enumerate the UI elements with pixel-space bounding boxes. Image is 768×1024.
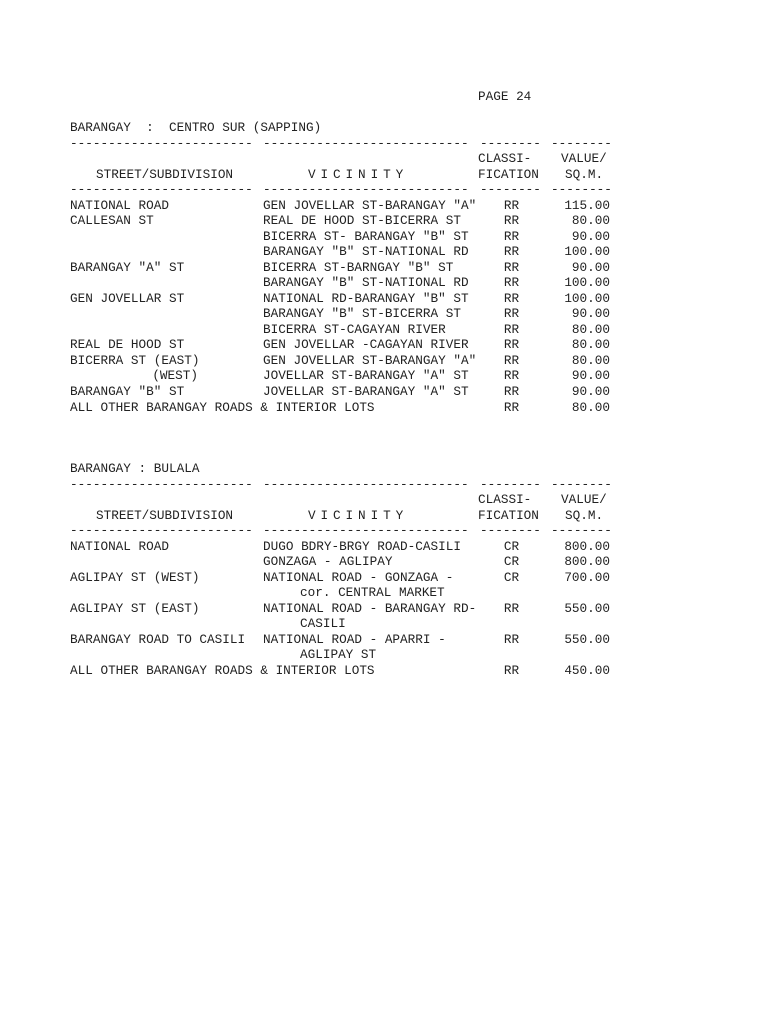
row-street: BARANGAY ROAD TO CASILI bbox=[70, 632, 246, 647]
header-value-bottom: SQ.M. bbox=[565, 167, 604, 182]
row-value: 80.00 bbox=[571, 213, 610, 228]
table-row bbox=[0, 353, 610, 369]
row-street: BARANGAY "B" ST bbox=[70, 384, 185, 399]
header-classi-bottom: FICATION bbox=[478, 167, 539, 182]
row-value: 100.00 bbox=[564, 291, 610, 306]
row-class: RR bbox=[503, 275, 520, 290]
row-class: RR bbox=[503, 384, 520, 399]
row-value: 550.00 bbox=[564, 601, 610, 616]
table-row bbox=[0, 322, 610, 338]
row-street: REAL DE HOOD ST bbox=[70, 337, 185, 352]
row-class: RR bbox=[503, 229, 520, 244]
footer-value: 450.00 bbox=[564, 663, 610, 678]
page-number-line bbox=[0, 89, 532, 105]
row-street: GEN JOVELLAR ST bbox=[70, 291, 185, 306]
header-row-bottom bbox=[0, 508, 604, 524]
row-value: 100.00 bbox=[564, 244, 610, 259]
row-vicinity: JOVELLAR ST-BARANGAY "A" ST bbox=[263, 368, 469, 383]
row-class: RR bbox=[503, 601, 520, 616]
header-classi-top: CLASSI- bbox=[478, 151, 532, 166]
header-classi-top: CLASSI- bbox=[478, 492, 532, 507]
header-rule-top: ------------------------ --------------------------- -------- -------- bbox=[70, 136, 612, 151]
table-row-continuation bbox=[0, 585, 445, 601]
row-value: 90.00 bbox=[571, 368, 610, 383]
row-class: RR bbox=[503, 198, 520, 213]
row-value: 800.00 bbox=[564, 539, 610, 554]
row-street: AGLIPAY ST (EAST) bbox=[70, 601, 200, 616]
row-class: RR bbox=[503, 244, 520, 259]
row-street: BARANGAY "A" ST bbox=[70, 260, 185, 275]
table-row-continuation bbox=[0, 647, 377, 663]
table-row bbox=[0, 306, 610, 322]
header-row-top bbox=[0, 151, 607, 167]
row-vicinity: NATIONAL ROAD - BARANGAY RD- bbox=[263, 601, 477, 616]
row-value: 100.00 bbox=[564, 275, 610, 290]
table-row bbox=[0, 601, 610, 617]
row-class: CR bbox=[503, 554, 520, 569]
page-number: PAGE 24 bbox=[478, 89, 532, 104]
row-value: 90.00 bbox=[571, 306, 610, 321]
table-row-continuation bbox=[0, 616, 346, 632]
table-row bbox=[0, 632, 610, 648]
row-value: 90.00 bbox=[571, 229, 610, 244]
row-value: 550.00 bbox=[564, 632, 610, 647]
table-row bbox=[0, 291, 610, 307]
row-street: CALLESAN ST bbox=[70, 213, 154, 228]
row-class: RR bbox=[503, 291, 520, 306]
row-class: CR bbox=[503, 539, 520, 554]
table-row bbox=[0, 337, 610, 353]
header-rule-bottom: ------------------------ --------------------------- -------- -------- bbox=[70, 523, 612, 538]
row-vicinity-cont: CASILI bbox=[300, 616, 346, 631]
table-row bbox=[0, 554, 610, 570]
table-row bbox=[0, 275, 610, 291]
row-vicinity: NATIONAL ROAD - APARRI - bbox=[263, 632, 446, 647]
row-street: NATIONAL ROAD bbox=[70, 539, 169, 554]
header-vicinity: VICINITY bbox=[308, 167, 409, 182]
row-class: RR bbox=[503, 260, 520, 275]
table-footer-row bbox=[0, 663, 610, 679]
table-row bbox=[0, 539, 610, 555]
section-title: BARANGAY : BULALA bbox=[70, 461, 200, 476]
section-title-line bbox=[0, 120, 322, 136]
row-value: 80.00 bbox=[571, 353, 610, 368]
row-class: RR bbox=[503, 322, 520, 337]
row-vicinity: BARANGAY "B" ST-NATIONAL RD bbox=[263, 275, 469, 290]
header-value-bottom: SQ.M. bbox=[565, 508, 604, 523]
row-value: 80.00 bbox=[571, 337, 610, 352]
header-value-top: VALUE/ bbox=[561, 492, 607, 507]
footer-label: ALL OTHER BARANGAY ROADS & INTERIOR LOTS bbox=[70, 400, 375, 415]
table-row bbox=[0, 260, 610, 276]
header-rule-top: ------------------------ --------------------------- -------- -------- bbox=[70, 477, 612, 492]
row-street: NATIONAL ROAD bbox=[70, 198, 169, 213]
row-class: RR bbox=[503, 337, 520, 352]
row-vicinity: GEN JOVELLAR ST-BARANGAY "A" bbox=[263, 198, 477, 213]
table-row bbox=[0, 213, 610, 229]
table-footer-row bbox=[0, 400, 610, 416]
row-class: RR bbox=[503, 306, 520, 321]
row-value: 90.00 bbox=[571, 260, 610, 275]
header-row-bottom bbox=[0, 167, 604, 183]
section-title-line bbox=[0, 461, 200, 477]
table-row bbox=[0, 368, 610, 384]
header-row-top bbox=[0, 492, 607, 508]
footer-value: 80.00 bbox=[571, 400, 610, 415]
table-row bbox=[0, 244, 610, 260]
header-street: STREET/SUBDIVISION bbox=[96, 508, 234, 523]
row-value: 700.00 bbox=[564, 570, 610, 585]
row-vicinity: GONZAGA - AGLIPAY bbox=[263, 554, 393, 569]
row-class: RR bbox=[503, 213, 520, 228]
row-vicinity: NATIONAL RD-BARANGAY "B" ST bbox=[263, 291, 469, 306]
row-class: CR bbox=[503, 570, 520, 585]
row-vicinity: BICERRA ST-BARNGAY "B" ST bbox=[263, 260, 454, 275]
table-row bbox=[0, 570, 610, 586]
header-vicinity: VICINITY bbox=[308, 508, 409, 523]
row-vicinity: BARANGAY "B" ST-NATIONAL RD bbox=[263, 244, 469, 259]
table-row bbox=[0, 198, 610, 214]
row-class: RR bbox=[503, 353, 520, 368]
row-vicinity: NATIONAL ROAD - GONZAGA - bbox=[263, 570, 454, 585]
row-vicinity: GEN JOVELLAR -CAGAYAN RIVER bbox=[263, 337, 469, 352]
row-value: 115.00 bbox=[564, 198, 610, 213]
row-vicinity: BICERRA ST- BARANGAY "B" ST bbox=[263, 229, 469, 244]
header-rule-bottom: ------------------------ --------------------------- -------- -------- bbox=[70, 182, 612, 197]
row-value: 90.00 bbox=[571, 384, 610, 399]
row-vicinity: BARANGAY "B" ST-BICERRA ST bbox=[263, 306, 461, 321]
header-value-top: VALUE/ bbox=[561, 151, 607, 166]
row-vicinity: JOVELLAR ST-BARANGAY "A" ST bbox=[263, 384, 469, 399]
row-vicinity: DUGO BDRY-BRGY ROAD-CASILI bbox=[263, 539, 461, 554]
row-value: 80.00 bbox=[571, 322, 610, 337]
row-vicinity: REAL DE HOOD ST-BICERRA ST bbox=[263, 213, 461, 228]
row-vicinity-cont: cor. CENTRAL MARKET bbox=[300, 585, 445, 600]
header-street: STREET/SUBDIVISION bbox=[96, 167, 234, 182]
section-title: BARANGAY : CENTRO SUR (SAPPING) bbox=[70, 120, 322, 135]
row-vicinity: BICERRA ST-CAGAYAN RIVER bbox=[263, 322, 446, 337]
footer-class: RR bbox=[503, 663, 520, 678]
table-row bbox=[0, 384, 610, 400]
row-value: 800.00 bbox=[564, 554, 610, 569]
table-row bbox=[0, 229, 610, 245]
footer-class: RR bbox=[503, 400, 520, 415]
header-classi-bottom: FICATION bbox=[478, 508, 539, 523]
row-vicinity-cont: AGLIPAY ST bbox=[300, 647, 377, 662]
row-street: AGLIPAY ST (WEST) bbox=[70, 570, 200, 585]
row-class: RR bbox=[503, 368, 520, 383]
row-street: (WEST) bbox=[152, 368, 198, 383]
row-street: BICERRA ST (EAST) bbox=[70, 353, 200, 368]
footer-label: ALL OTHER BARANGAY ROADS & INTERIOR LOTS bbox=[70, 663, 375, 678]
row-vicinity: GEN JOVELLAR ST-BARANGAY "A" bbox=[263, 353, 477, 368]
row-class: RR bbox=[503, 632, 520, 647]
